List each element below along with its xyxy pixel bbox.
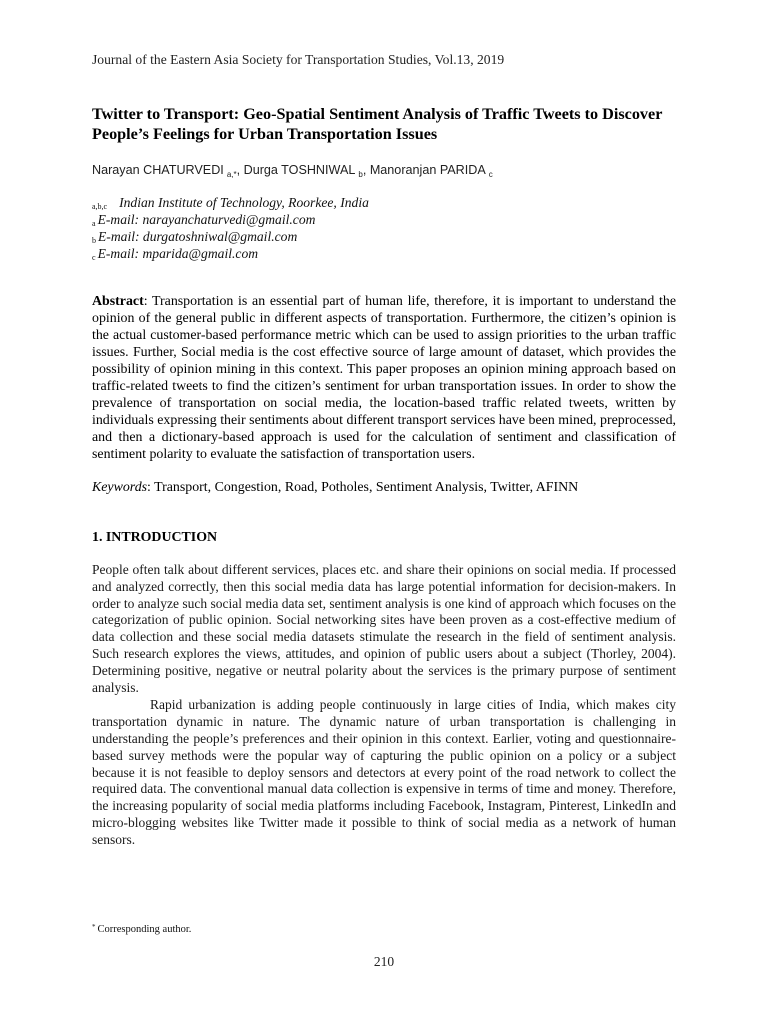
page-content bbox=[92, 0, 676, 849]
abstract-label: Abstract bbox=[92, 294, 144, 309]
abstract bbox=[92, 293, 676, 463]
footnote bbox=[92, 923, 191, 936]
intro-paragraph: People often talk about different services, places etc. and share their opinions on social media. If processed and analyzed correctly, then this social media data has large potential information for decision-makers. In order to analyze such social media data set, sentiment analysis is one kind of approach which focuses on the categorization of public opinion. Social networking sites have been proven as a cost-effective medium of data collection and these social media datasets stimulate the research in the field of sentiment analysis. Such research explores the views, attitudes, and opinion of public users about a subject (Thorley, 2004). Determining positive, negative or neutral polarity about the services is the primary purpose of sentiment analysis. bbox=[92, 562, 676, 695]
author-name: Durga TOSHNIWAL bbox=[243, 163, 356, 177]
affiliation-mark: a,b,c bbox=[92, 202, 108, 211]
affiliation-block bbox=[92, 194, 676, 262]
institution-line bbox=[92, 194, 676, 211]
author-affiliation-mark: a,* bbox=[226, 170, 237, 179]
author-separator: , bbox=[362, 163, 370, 177]
email-mark: a bbox=[92, 219, 96, 228]
keywords-separator: : bbox=[147, 480, 155, 495]
keywords bbox=[92, 479, 676, 496]
keywords-label: Keywords bbox=[92, 480, 148, 495]
email-mark: b bbox=[92, 236, 96, 245]
email-line bbox=[92, 228, 676, 245]
keywords-text: Transport, Congestion, Road, Potholes, Sentiment Analysis, Twitter, AFINN bbox=[154, 480, 579, 495]
intro-paragraph: Rapid urbanization is adding people continuously in large cities of India, which makes city transportation dynamic in nature. The dynamic nature of urban transportation is challenging in understanding the people’s preferences and their opinion in this context. Earlier, voting and questionnaire-based survey methods were the popular way of capturing the public opinion on a policy or a subject because it is not feasible to deploy sensors and detectors at every point of the road network to collect the required data. The conventional manual data collection is expensive in terms of time and money. Therefore, the increasing popularity of social media platforms including Facebook, Instagram, Pinterest, LinkedIn and micro-blogging websites like Twitter made it possible to think of social media as a network of human sensors. bbox=[92, 697, 676, 847]
email-line bbox=[92, 245, 676, 262]
email-text: E-mail: mparida@gmail.com bbox=[97, 246, 259, 261]
footnote-text: Corresponding author. bbox=[97, 924, 192, 935]
journal-header: Journal of the Eastern Asia Society for Transportation Studies, Vol.13, 2019 bbox=[92, 52, 505, 67]
abstract-separator: : bbox=[143, 294, 153, 309]
email-text: E-mail: narayanchaturvedi@gmail.com bbox=[97, 212, 316, 227]
author-affiliation-mark: b bbox=[358, 170, 363, 179]
section-heading: 1. INTRODUCTION bbox=[92, 530, 218, 545]
author-affiliation-mark: c bbox=[488, 170, 493, 179]
author-name: Narayan CHATURVEDI bbox=[92, 163, 224, 177]
email-text: E-mail: durgatoshniwal@gmail.com bbox=[98, 229, 298, 244]
email-line bbox=[92, 211, 676, 228]
author-list bbox=[92, 162, 676, 178]
author-separator: , bbox=[236, 163, 244, 177]
email-mark: c bbox=[92, 253, 96, 262]
page-number: 210 bbox=[373, 954, 395, 969]
abstract-text: Transportation is an essential part of human life, therefore, it is important to understand the opinion of the general public in different aspects of transportation. Furthermore, the citizen’s opinion is the actual customer-based performance metric which can be used to assign priorities to the urban traffic issues. Further, Social media is the cost effective source of large amount of dataset, which provides the possibility of opinion mining in this context. This paper proposes an opinion mining approach based on traffic-related tweets to find the citizen’s sentiment for urban transportation issues. In order to show the prevalence of transportation on social media, the location-based traffic related tweets, written by individuals expressing their sentiments about different transport services have been mined, preprocessed, and then a dictionary-based approach is used for the calculation of sentiment and classification of sentiment polarity to evaluate the satisfaction of transportation users. bbox=[92, 294, 676, 462]
institution-name: Indian Institute of Technology, Roorkee, India bbox=[119, 195, 369, 210]
author-name: Manoranjan PARIDA bbox=[369, 163, 486, 177]
paper-title: Twitter to Transport: Geo-Spatial Sentiment Analysis of Traffic Tweets to Discover People’s Feelings for Urban Transportation Issues bbox=[92, 105, 663, 143]
footnote-mark: * bbox=[92, 923, 96, 931]
